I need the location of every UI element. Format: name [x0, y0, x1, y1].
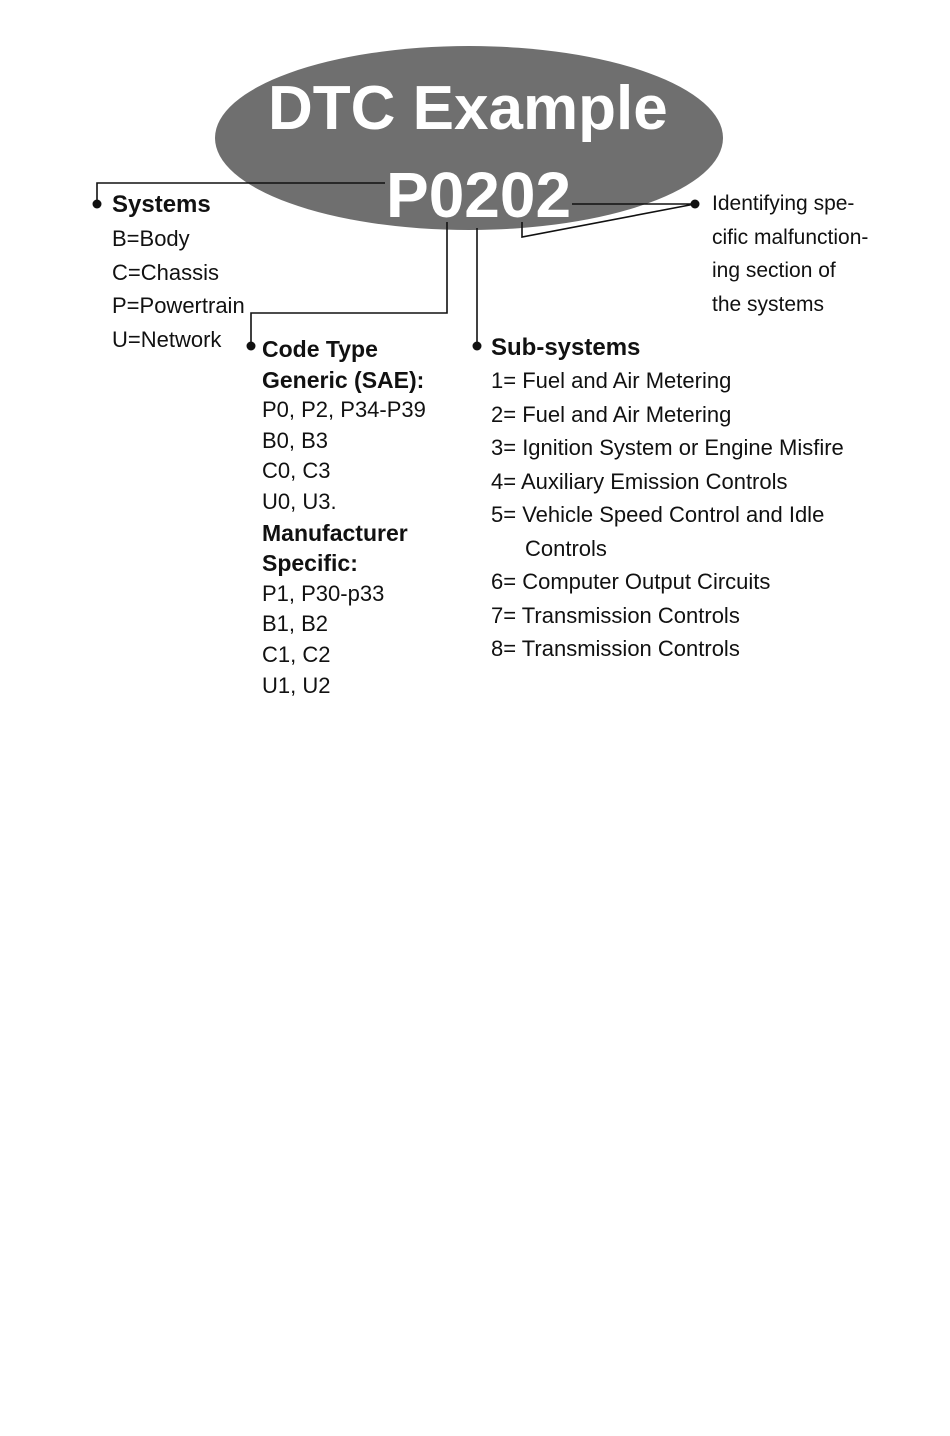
diagram-title: DTC Example	[268, 74, 668, 143]
systems-list	[112, 222, 245, 356]
code-type-line: U0, U3.	[262, 488, 337, 514]
identifying-block	[712, 187, 868, 321]
sub-systems-item: 6= Computer Output Circuits	[491, 569, 771, 594]
identifying-line: Identifying spe-	[712, 192, 855, 215]
identifying-line: cific malfunction-	[712, 225, 869, 249]
sub-systems-item: 1= Fuel and Air Metering	[491, 368, 732, 393]
code-type-line: B1, B2	[262, 611, 329, 637]
sub-systems-list	[491, 364, 844, 666]
sub-systems-item: 8= Transmission Controls	[491, 636, 740, 661]
code-type-block	[262, 334, 426, 701]
sub-systems-item: 4= Auxiliary Emission Controls	[491, 468, 788, 494]
code-type-line: C1, C2	[262, 641, 331, 667]
sub-systems-bullet	[473, 342, 482, 351]
systems-item: C=Chassis	[112, 259, 219, 285]
systems-item: B=Body	[112, 226, 190, 251]
systems-bullet	[93, 200, 102, 209]
code-type-line: Specific:	[262, 550, 358, 577]
code-type-line: U1, U2	[262, 672, 331, 698]
systems-heading: Systems	[112, 191, 211, 218]
identifying-connector	[522, 204, 695, 237]
dtc-code: P0202	[386, 159, 572, 231]
sub-systems-heading: Sub-systems	[491, 334, 641, 361]
identifying-note	[712, 187, 868, 321]
sub-systems-item: 5= Vehicle Speed Control and Idle	[491, 502, 825, 527]
sub-systems-block	[491, 333, 844, 666]
code-type-connector	[251, 222, 447, 346]
code-type-bullet	[247, 342, 256, 351]
code-type-line: P1, P30-p33	[262, 580, 385, 606]
sub-systems-item: 3= Ignition System or Engine Misfire	[491, 435, 844, 460]
identifying-line: the systems	[712, 292, 825, 316]
code-type-list	[262, 334, 426, 701]
sub-systems-item: Controls	[525, 535, 607, 561]
systems-block	[112, 190, 245, 356]
code-type-line: Manufacturer	[262, 519, 408, 546]
code-type-line: C0, C3	[262, 458, 331, 484]
code-type-line: P0, P2, P34-P39	[262, 397, 426, 423]
code-type-line: Code Type	[262, 336, 378, 362]
code-type-line: B0, B3	[262, 427, 329, 453]
code-type-line: Generic (SAE):	[262, 366, 425, 393]
identifying-line: ing section of	[712, 259, 836, 282]
identifying-bullet	[691, 200, 700, 209]
sub-systems-item: 7= Transmission Controls	[491, 602, 740, 628]
systems-item: U=Network	[112, 326, 222, 352]
sub-systems-item: 2= Fuel and Air Metering	[491, 401, 732, 427]
systems-item: P=Powertrain	[112, 293, 245, 318]
